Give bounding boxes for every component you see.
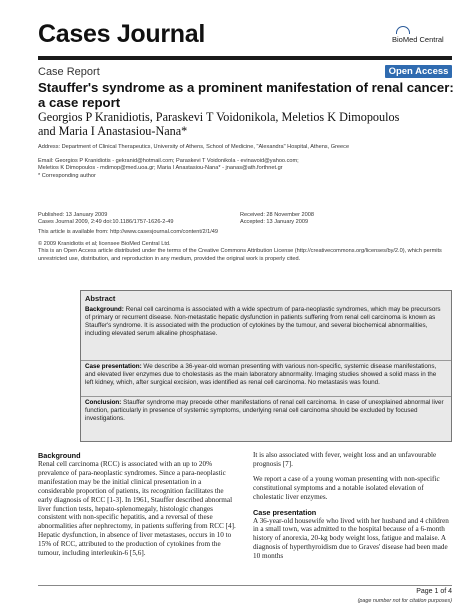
published-date: Published: 13 January 2009	[38, 212, 108, 218]
email-line-2: Meletios K Dimopoulos - mdimop@med.uoa.gr; Maria I Anastasiou-Nana* - jnanas@ath.forthnet.gr	[38, 165, 283, 172]
accepted-date: Accepted: 13 January 2009	[240, 219, 309, 226]
right-paragraph-2: We report a case of a young woman presenting with non-specific constitutional symptoms and a notable isolated elevation of cholestatic liver enzymes.	[253, 474, 440, 501]
header-rule	[38, 56, 452, 60]
right-paragraph-1: It is also associated with fever, weight loss and an unfavourable prognosis [7].	[253, 451, 437, 468]
title-line-1: Stauffer's syndrome as a prominent manifestation of renal cancer:	[38, 80, 454, 95]
publication-info	[38, 212, 174, 227]
abstract-background-text: Renal cell carcinoma is associated with a wide spectrum of para-neoplastic syndromes, which may be precursors of primary or recurrent disease. Non-metastatic hepatic dysfunction in patients suffering from renal cell carcinoma is known as Stauffer's syndrome. It is associated with the production of cytokines by the tumour, and several biochemical abnormalities, including elevated serum alkaline phosphatase.	[85, 306, 441, 338]
citation: Cases Journal 2009, 2:49 doi:10.1186/1757-1626-2-49	[38, 219, 174, 226]
abstract-heading: Abstract	[85, 294, 116, 303]
open-access-badge: Open Access	[385, 65, 452, 78]
body-left-column	[38, 451, 238, 558]
article-type: Case Report	[38, 66, 100, 78]
background-heading: Background	[38, 451, 81, 460]
page-number: Page 1 of 4	[416, 588, 452, 595]
background-paragraph: Renal cell carcinoma (RCC) is associated with an up to 20% prevalence of para-neoplastic syndromes. Since a para-neoplastic manifestation may be the initial clinical presentation in a considerable proportion of patients, its recognition facilitates the early diagnosis of RCC [1-3]. In 1961, Stauffer described abnormal liver function tests, hepato-splenomegaly, histologic changes consistent with non-specific hepatitis, and a reversal of these abnormalities after nephrectomy, in patients suffering from RCC [4]. Hepatic dysfunction, in absence of liver metastases, occurs in 10 to 15% of RCC, attributed to the production of cytokines from the tumour, including interleukin-6 [5,6].	[38, 460, 236, 558]
abstract-conclusion-text: Stauffer syndrome may precede other manifestations of renal cell carcinoma. In case of unexplained abnormal liver function, particularly in presence of systemic symptoms, underlying renal cell carcinoma should be excluded by focused investigations.	[85, 399, 444, 423]
body-right-column	[253, 451, 453, 561]
abstract-case	[85, 363, 445, 387]
logo-arc-icon	[396, 26, 410, 34]
authors	[38, 110, 458, 138]
email-line-1: Email: Georgios P Kranidiotis - gekranid@hotmail.com; Paraskevi T Voidonikola - evinavoid@yahoo.com;	[38, 158, 299, 164]
received-date: Received: 28 November 2008	[240, 212, 315, 218]
abstract-background	[85, 306, 445, 338]
abstract-background-label: Background:	[85, 306, 124, 313]
page-note: (page number not for citation purposes)	[357, 598, 452, 604]
abstract-divider	[81, 396, 451, 397]
abstract-case-label: Case presentation:	[85, 363, 142, 370]
abstract-case-text: We describe a 36-year-old woman presenting with various non-specific, systemic disease manifestations, and elevated liver enzymes due to cholestasis as the main laboratory abnormality. Imaging studies showed a solid mass in the left kidney, which, after surgical excision, was identified as renal cell carcinoma. No metastasis was found.	[85, 363, 437, 387]
availability-link[interactable]: This article is available from: http://www.casesjournal.com/content/2/1/49	[38, 229, 219, 235]
license-block	[38, 241, 452, 263]
abstract-divider	[81, 360, 451, 361]
abstract-box	[80, 290, 452, 442]
license-text: This is an Open Access article distributed under the terms of the Creative Commons Attribution License (http://creativecommons.org/licenses/by/2.0), which permits unrestricted use, distribution, and reproduction in any medium, provided the original work is properly cited.	[38, 248, 442, 262]
authors-line-1: Georgios P Kranidiotis, Paraskevi T Voidonikola, Meletios K Dimopoulos	[38, 110, 400, 124]
publisher-logo	[392, 26, 452, 46]
title-line-2: a case report	[38, 95, 121, 110]
logo-text: BioMed Central	[392, 35, 444, 44]
affiliation: Address: Department of Clinical Therapeutics, University of Athens, School of Medicine, "Alexandra" Hospital, Athens, Greece	[38, 144, 350, 150]
footer-rule	[38, 585, 452, 586]
copyright: © 2009 Kranidiotis et al; licensee BioMed Central Ltd.	[38, 241, 171, 247]
article-title	[38, 80, 458, 110]
abstract-conclusion-label: Conclusion:	[85, 399, 122, 406]
case-paragraph: A 36-year-old housewife who lived with her husband and 4 children in a small town, was admitted to the hospital because of a 6-month history of anorexia, 20-kg body weight loss, fatigue and malaise. A diagnosis of hyperthyroidism due to Graves' disease had been made 10 months	[253, 516, 449, 561]
abstract-conclusion	[85, 399, 445, 423]
email-block	[38, 158, 452, 180]
journal-title: Cases Journal	[38, 20, 206, 48]
corresponding-note: * Corresponding author	[38, 172, 96, 179]
case-heading: Case presentation	[253, 507, 317, 517]
dates-info	[240, 212, 314, 227]
authors-line-2: and Maria I Anastasiou-Nana*	[38, 124, 188, 138]
